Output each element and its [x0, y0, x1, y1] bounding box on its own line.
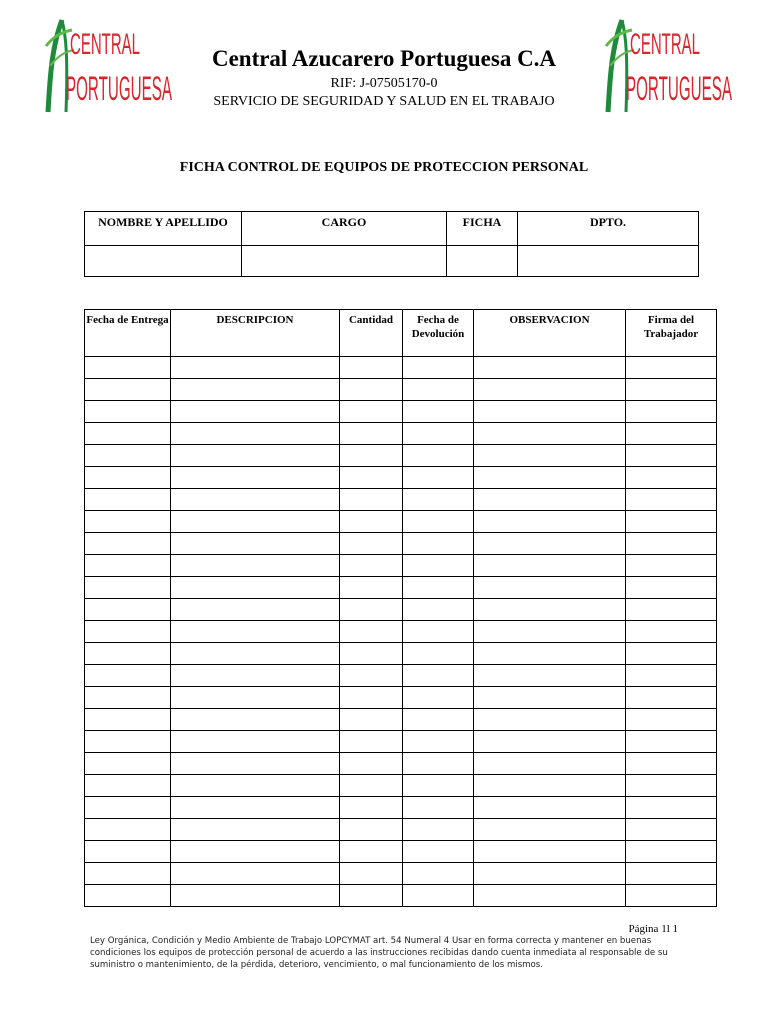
cell-cantidad[interactable] [340, 621, 403, 643]
cell-fecha-devolucion[interactable] [403, 577, 474, 599]
cell-descripcion[interactable] [171, 841, 340, 863]
cell-fecha-entrega[interactable] [85, 379, 171, 401]
cell-observacion[interactable] [474, 731, 626, 753]
cell-descripcion[interactable] [171, 445, 340, 467]
table-row [85, 357, 717, 379]
header-descripcion: DESCRIPCION [171, 310, 340, 357]
company-logo-left [44, 16, 174, 114]
table-row [85, 621, 717, 643]
table-row [85, 577, 717, 599]
cell-firma[interactable] [626, 753, 717, 775]
cell-fecha-devolucion[interactable] [403, 467, 474, 489]
cell-fecha-entrega[interactable] [85, 841, 171, 863]
cell-firma[interactable] [626, 665, 717, 687]
table-row [85, 555, 717, 577]
cell-cantidad[interactable] [340, 577, 403, 599]
cell-cantidad[interactable] [340, 709, 403, 731]
cell-fecha-entrega[interactable] [85, 401, 171, 423]
cell-fecha-devolucion[interactable] [403, 841, 474, 863]
cell-descripcion[interactable] [171, 753, 340, 775]
cell-descripcion[interactable] [171, 819, 340, 841]
cell-firma[interactable] [626, 797, 717, 819]
cell-firma[interactable] [626, 863, 717, 885]
cell-fecha-devolucion[interactable] [403, 621, 474, 643]
cell-descripcion[interactable] [171, 599, 340, 621]
cell-observacion[interactable] [474, 445, 626, 467]
sugarcane-logo-icon [44, 16, 174, 114]
table-row [85, 731, 717, 753]
cell-firma[interactable] [626, 775, 717, 797]
cell-fecha-devolucion[interactable] [403, 885, 474, 907]
cell-descripcion[interactable] [171, 621, 340, 643]
cell-fecha-entrega[interactable] [85, 599, 171, 621]
cell-descripcion[interactable] [171, 489, 340, 511]
cell-cantidad[interactable] [340, 731, 403, 753]
company-rif: RIF: J-07505170-0 [330, 76, 438, 91]
cell-observacion[interactable] [474, 709, 626, 731]
cell-firma[interactable] [626, 533, 717, 555]
cell-observacion[interactable] [474, 841, 626, 863]
table-row [85, 775, 717, 797]
cell-fecha-devolucion[interactable] [403, 775, 474, 797]
cell-cantidad[interactable] [340, 687, 403, 709]
cell-descripcion[interactable] [171, 423, 340, 445]
cell-fecha-devolucion[interactable] [403, 709, 474, 731]
table-row [85, 687, 717, 709]
cell-cantidad[interactable] [340, 379, 403, 401]
cell-observacion[interactable] [474, 379, 626, 401]
cell-descripcion[interactable] [171, 709, 340, 731]
cell-descripcion[interactable] [171, 643, 340, 665]
cell-descripcion[interactable] [171, 467, 340, 489]
header-ficha: FICHA [447, 212, 518, 246]
cell-fecha-entrega[interactable] [85, 775, 171, 797]
header-fecha-devolucion: Fecha de Devolución [403, 310, 474, 357]
cell-cantidad[interactable] [340, 775, 403, 797]
cell-fecha-devolucion[interactable] [403, 401, 474, 423]
header-observacion: OBSERVACION [474, 310, 626, 357]
cell-observacion[interactable] [474, 863, 626, 885]
header-cargo: CARGO [242, 212, 447, 246]
cell-fecha-entrega[interactable] [85, 577, 171, 599]
cell-descripcion[interactable] [171, 687, 340, 709]
table-row [85, 709, 717, 731]
logo-text-central: CENTRAL [70, 28, 140, 61]
cell-fecha-devolucion[interactable] [403, 423, 474, 445]
cell-descripcion[interactable] [171, 863, 340, 885]
cell-descripcion[interactable] [171, 665, 340, 687]
cell-descripcion[interactable] [171, 533, 340, 555]
cell-firma[interactable] [626, 731, 717, 753]
cell-cantidad[interactable] [340, 841, 403, 863]
cell-firma[interactable] [626, 687, 717, 709]
cell-fecha-devolucion[interactable] [403, 533, 474, 555]
cell-descripcion[interactable] [171, 775, 340, 797]
cell-fecha-devolucion[interactable] [403, 665, 474, 687]
field-cargo[interactable] [242, 246, 447, 277]
cell-cantidad[interactable] [340, 511, 403, 533]
cell-firma[interactable] [626, 511, 717, 533]
cell-observacion[interactable] [474, 885, 626, 907]
cell-fecha-entrega[interactable] [85, 621, 171, 643]
table-row [85, 599, 717, 621]
cell-descripcion[interactable] [171, 797, 340, 819]
cell-cantidad[interactable] [340, 753, 403, 775]
cell-fecha-entrega[interactable] [85, 819, 171, 841]
cell-cantidad[interactable] [340, 885, 403, 907]
cell-observacion[interactable] [474, 577, 626, 599]
cell-observacion[interactable] [474, 533, 626, 555]
table-row [85, 423, 717, 445]
cell-observacion[interactable] [474, 797, 626, 819]
cell-fecha-devolucion[interactable] [403, 731, 474, 753]
sugarcane-logo-icon [604, 16, 734, 114]
table-row [85, 885, 717, 907]
table-row [85, 841, 717, 863]
field-nombre-apellido[interactable] [85, 246, 242, 277]
cell-observacion[interactable] [474, 489, 626, 511]
form-title: FICHA CONTROL DE EQUIPOS DE PROTECCION PERSONAL [179, 160, 589, 175]
cell-cantidad[interactable] [340, 797, 403, 819]
cell-descripcion[interactable] [171, 379, 340, 401]
table-row [85, 445, 717, 467]
cell-observacion[interactable] [474, 621, 626, 643]
cell-cantidad[interactable] [340, 489, 403, 511]
cell-firma[interactable] [626, 841, 717, 863]
cell-firma[interactable] [626, 577, 717, 599]
cell-descripcion[interactable] [171, 885, 340, 907]
table-row [85, 665, 717, 687]
company-logo-right [604, 16, 734, 114]
cell-observacion[interactable] [474, 357, 626, 379]
table-row [85, 401, 717, 423]
cell-descripcion[interactable] [171, 401, 340, 423]
cell-fecha-entrega[interactable] [85, 885, 171, 907]
table-row [85, 643, 717, 665]
cell-fecha-entrega[interactable] [85, 665, 171, 687]
table-row [85, 863, 717, 885]
cell-fecha-devolucion[interactable] [403, 643, 474, 665]
cell-observacion[interactable] [474, 555, 626, 577]
cell-cantidad[interactable] [340, 401, 403, 423]
cell-fecha-devolucion[interactable] [403, 687, 474, 709]
cell-firma[interactable] [626, 379, 717, 401]
cell-cantidad[interactable] [340, 643, 403, 665]
cell-descripcion[interactable] [171, 511, 340, 533]
cell-firma[interactable] [626, 643, 717, 665]
cell-observacion[interactable] [474, 775, 626, 797]
cell-firma[interactable] [626, 489, 717, 511]
logo-text-portuguesa: PORTUGUESA [66, 70, 173, 108]
employee-info-table [84, 211, 699, 277]
cell-observacion[interactable] [474, 819, 626, 841]
header-fecha-entrega: Fecha de Entrega [85, 310, 171, 357]
cell-observacion[interactable] [474, 753, 626, 775]
cell-descripcion[interactable] [171, 577, 340, 599]
cell-fecha-entrega[interactable] [85, 357, 171, 379]
cell-observacion[interactable] [474, 423, 626, 445]
table-row [85, 379, 717, 401]
table-row [85, 819, 717, 841]
table-row [85, 489, 717, 511]
cell-observacion[interactable] [474, 687, 626, 709]
cell-cantidad[interactable] [340, 555, 403, 577]
logo-text-central: CENTRAL [630, 28, 700, 61]
field-ficha[interactable] [447, 246, 518, 277]
cell-descripcion[interactable] [171, 555, 340, 577]
cell-firma[interactable] [626, 819, 717, 841]
header-dpto: DPTO. [518, 212, 699, 246]
cell-fecha-entrega[interactable] [85, 709, 171, 731]
cell-firma[interactable] [626, 599, 717, 621]
cell-fecha-devolucion[interactable] [403, 555, 474, 577]
table-row [85, 467, 717, 489]
cell-fecha-entrega[interactable] [85, 467, 171, 489]
cell-cantidad[interactable] [340, 423, 403, 445]
cell-fecha-entrega[interactable] [85, 797, 171, 819]
cell-cantidad[interactable] [340, 357, 403, 379]
cell-descripcion[interactable] [171, 731, 340, 753]
legal-footer: Ley Orgánica, Condición y Medio Ambiente de Trabajo LOPCYMAT art. 54 Numeral 4 Usar en forma correcta y mantener en buenas condiciones los equipos de protección personal de acuerdo a las instrucciones recibidas dando cuenta inmediata al responsable de su suministro o mantenimiento, de la pérdida, deterioro, vencimiento, o mal funcionamiento de los mismos. [90, 936, 668, 970]
table-row [85, 753, 717, 775]
cell-fecha-entrega[interactable] [85, 489, 171, 511]
cell-fecha-devolucion[interactable] [403, 445, 474, 467]
cell-cantidad[interactable] [340, 445, 403, 467]
cell-firma[interactable] [626, 401, 717, 423]
header-firma-trabajador: Firma del Trabajador [626, 310, 717, 357]
cell-fecha-devolucion[interactable] [403, 753, 474, 775]
cell-firma[interactable] [626, 555, 717, 577]
equipment-log-table [84, 309, 717, 907]
cell-fecha-entrega[interactable] [85, 863, 171, 885]
cell-fecha-entrega[interactable] [85, 753, 171, 775]
cell-firma[interactable] [626, 621, 717, 643]
cell-cantidad[interactable] [340, 533, 403, 555]
company-name: Central Azucarero Portuguesa C.A [211, 46, 557, 71]
cell-cantidad[interactable] [340, 665, 403, 687]
cell-cantidad[interactable] [340, 819, 403, 841]
cell-fecha-devolucion[interactable] [403, 819, 474, 841]
field-dpto[interactable] [518, 246, 699, 277]
cell-firma[interactable] [626, 709, 717, 731]
cell-firma[interactable] [626, 423, 717, 445]
cell-fecha-entrega[interactable] [85, 555, 171, 577]
cell-fecha-entrega[interactable] [85, 511, 171, 533]
cell-fecha-devolucion[interactable] [403, 379, 474, 401]
cell-fecha-entrega[interactable] [85, 643, 171, 665]
table-row [85, 533, 717, 555]
cell-firma[interactable] [626, 445, 717, 467]
cell-observacion[interactable] [474, 599, 626, 621]
cell-fecha-entrega[interactable] [85, 731, 171, 753]
cell-fecha-entrega[interactable] [85, 445, 171, 467]
cell-descripcion[interactable] [171, 357, 340, 379]
logo-text-portuguesa: PORTUGUESA [626, 70, 733, 108]
table-row [85, 511, 717, 533]
cell-fecha-devolucion[interactable] [403, 511, 474, 533]
cell-firma[interactable] [626, 885, 717, 907]
cell-observacion[interactable] [474, 665, 626, 687]
cell-fecha-entrega[interactable] [85, 423, 171, 445]
cell-cantidad[interactable] [340, 599, 403, 621]
service-name: SERVICIO DE SEGURIDAD Y SALUD EN EL TRABAJO [213, 94, 555, 109]
cell-fecha-devolucion[interactable] [403, 489, 474, 511]
cell-firma[interactable] [626, 357, 717, 379]
page-number: Página 1l 1 [628, 923, 678, 935]
cell-fecha-entrega[interactable] [85, 687, 171, 709]
cell-observacion[interactable] [474, 467, 626, 489]
cell-observacion[interactable] [474, 511, 626, 533]
cell-cantidad[interactable] [340, 467, 403, 489]
cell-fecha-entrega[interactable] [85, 533, 171, 555]
cell-cantidad[interactable] [340, 863, 403, 885]
cell-fecha-devolucion[interactable] [403, 357, 474, 379]
cell-fecha-devolucion[interactable] [403, 863, 474, 885]
cell-observacion[interactable] [474, 401, 626, 423]
cell-fecha-devolucion[interactable] [403, 797, 474, 819]
cell-fecha-devolucion[interactable] [403, 599, 474, 621]
header-nombre-apellido: NOMBRE Y APELLIDO [85, 212, 242, 246]
cell-firma[interactable] [626, 467, 717, 489]
table-row [85, 797, 717, 819]
header-cantidad: Cantidad [340, 310, 403, 357]
cell-observacion[interactable] [474, 643, 626, 665]
